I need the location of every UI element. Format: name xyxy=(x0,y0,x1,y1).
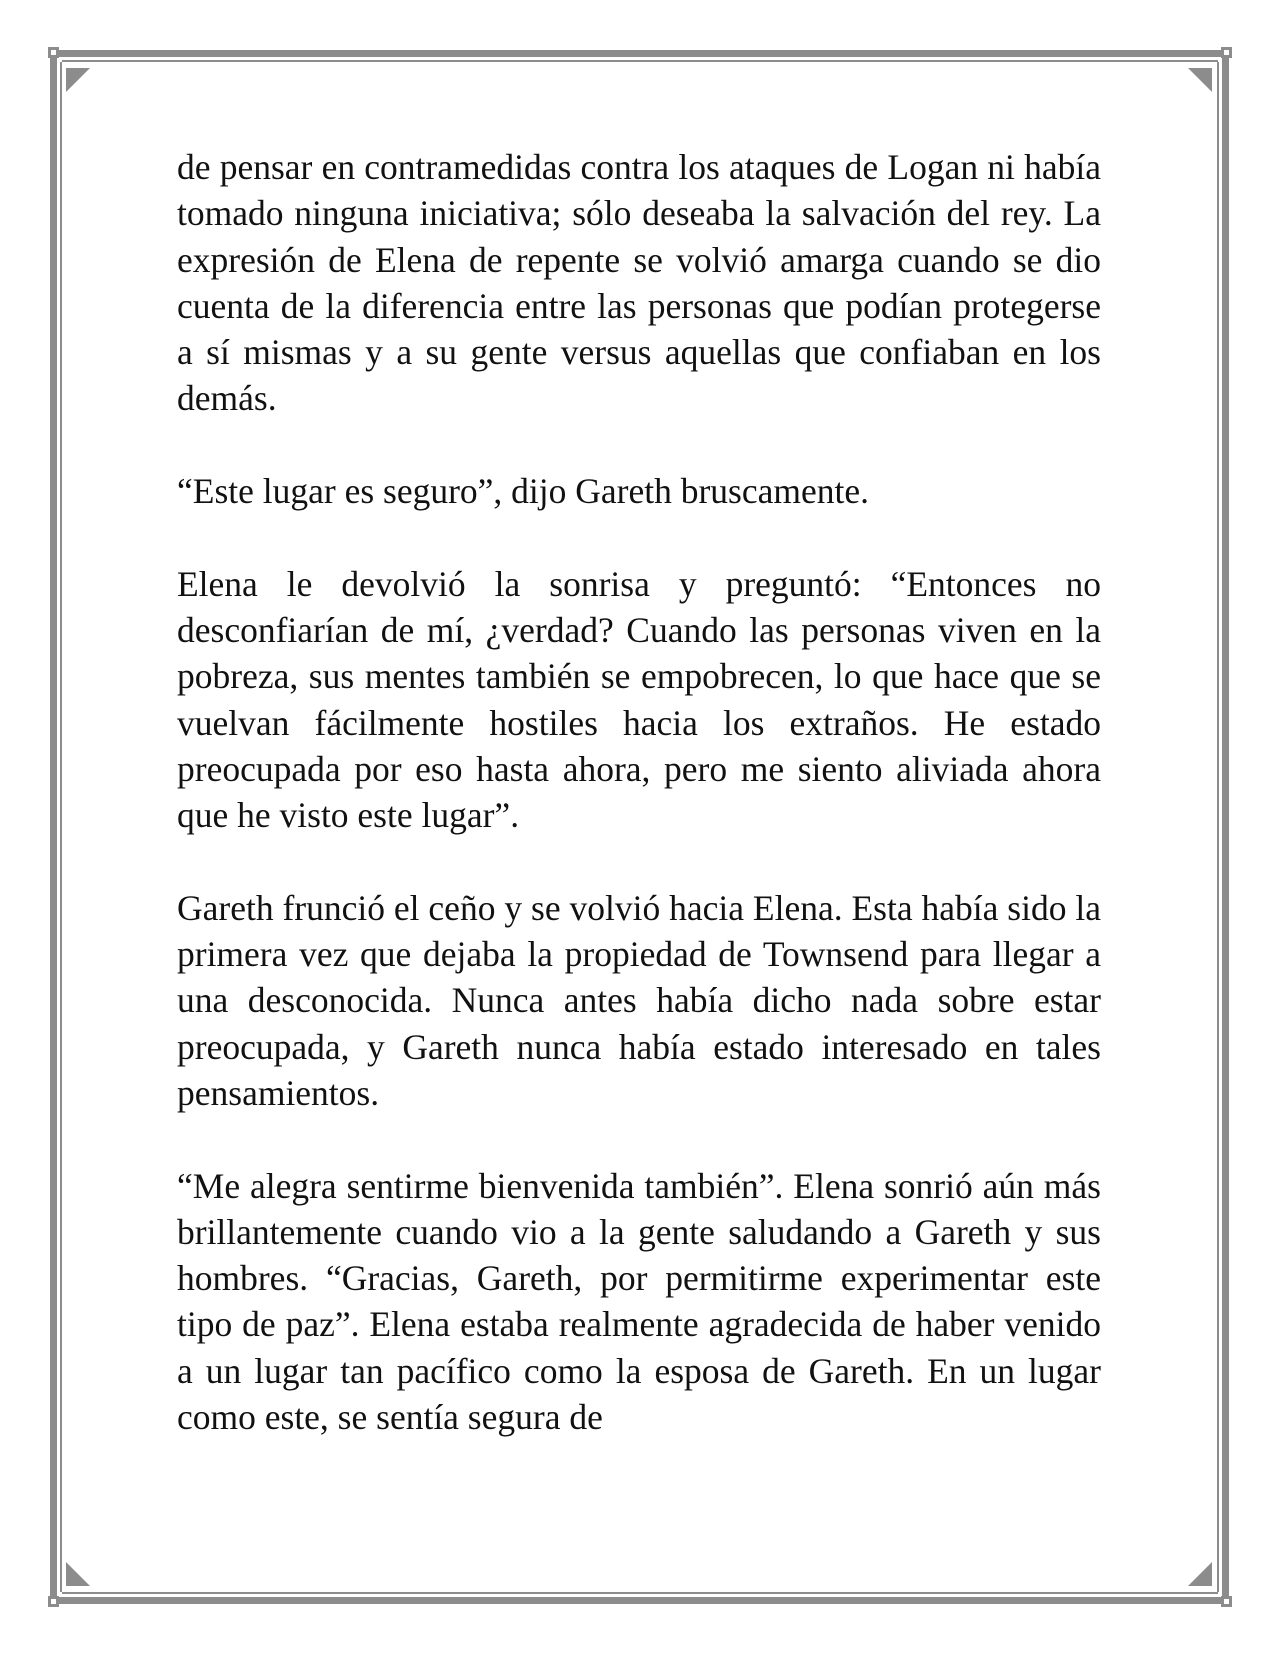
corner-triangle-tl xyxy=(66,68,90,92)
corner-triangle-bl xyxy=(66,1562,90,1586)
paragraph-3: Elena le devolvió la sonrisa y preguntó: “Entonces no desconfiarían de mí, ¿verdad? Cuando las personas viven en la pobreza, sus mentes también se empobrecen, lo que hace que se vuelvan fácilmente hostiles hacia los extraños. He estado preocupada por eso hasta ahora, pero me siento aliviada ahora que he visto este lugar”. xyxy=(177,563,1101,836)
page-body-text xyxy=(177,144,1101,1440)
paragraph-2: “Este lugar es seguro”, dijo Gareth bruscamente. xyxy=(177,471,869,512)
corner-triangle-tr xyxy=(1188,68,1212,92)
paragraph-4: Gareth frunció el ceño y se volvió hacia Elena. Esta había sido la primera vez que dejaba la propiedad de Townsend para llegar a una desconocida. Nunca antes había dicho nada sobre estar preocupada, y Gareth nunca había estado interesado en tales pensamientos. xyxy=(177,887,1101,1113)
paragraph-5: “Me alegra sentirme bienvenida también”. Elena sonrió aún más brillantemente cuando vio a la gente saludando a Gareth y sus hombres. “Gracias, Gareth, por permitirme experimentar este tipo de paz”. Elena estaba realmente agradecida de haber venido a un lugar tan pacífico como la esposa de Gareth. En un lugar como este, se sentía segura de xyxy=(177,1165,1101,1438)
frame-right-bar xyxy=(1222,58,1229,1598)
corner-triangle-br xyxy=(1188,1562,1212,1586)
frame-left-bar xyxy=(50,58,57,1598)
paragraph-1: de pensar en contramedidas contra los ataques de Logan ni había tomado ninguna iniciativa; sólo deseaba la salvación del rey. La expresión de Elena de repente se volvió amarga cuando se dio cuenta de la diferencia entre las personas que podían protegerse a sí mismas y a su gente versus aquellas que confiaban en los demás. xyxy=(177,147,1101,419)
frame-bottom-bar xyxy=(58,1597,1222,1604)
frame-top-bar xyxy=(58,50,1222,57)
